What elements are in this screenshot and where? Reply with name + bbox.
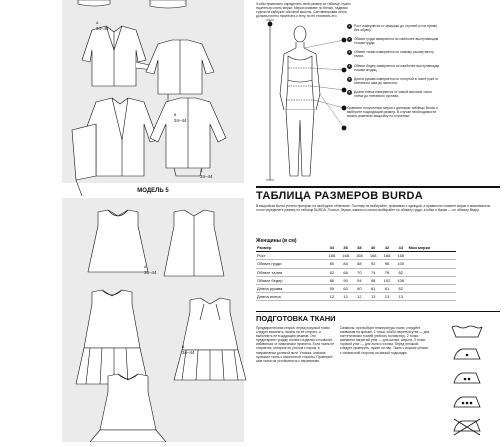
fabric-prep-title: ПОДГОТОВКА ТКАНИ bbox=[256, 314, 336, 323]
measure-item: 3 Обхват талии измеряется по самому узкому месту талии. bbox=[348, 50, 434, 59]
measure-item: 5 Длина рукава измеряется по согнутой в локте руке от плечевого шва до запястья. bbox=[348, 76, 439, 85]
section-rule bbox=[256, 186, 500, 188]
model5-title: МОДЕЛЬ 5 bbox=[137, 188, 169, 194]
size-table-subtitle: Женщины (в см) bbox=[256, 238, 297, 244]
wash-tub-icon bbox=[452, 326, 482, 337]
iron-two-dots-icon bbox=[454, 373, 480, 383]
label-4b: B 34–44 bbox=[174, 113, 187, 123]
fabric-text-col1: Предварительная стирка: перед покупкой ткани следует выяснить, можно ли ее стирать, и выполнить ее в щадящем режиме. Это предотвратит усадку готового изделия и позволит избавиться от химических пропиток. Если ткань не стирается, отпарьте ее утюгом с паром, в направлении долевой нити. Утюжка: сначала сутюжьте ткань с изнаночной стороны. Проверьте шов ткани на устойчивость к нагреванию. bbox=[256, 326, 335, 363]
measure-intro-text: Чтобы правильно определить свой размер по таблице, нужно тщательно снять мерки. Мерки снимают по белью, надевая туфли на каблуках обычной высоты. Сантиметровая лента должна плотно прилегать к телу, но не стягивать его. bbox=[256, 2, 351, 19]
section-rule bbox=[256, 311, 500, 312]
table-row: Обхват талии 62 66 70 74 78 82 bbox=[256, 268, 456, 276]
iron-three-dots-icon bbox=[454, 397, 480, 407]
size-intro-text: В выкройках Burda учтены припуски на свободное облегание. Поэтому не выбирайте, сравнивая с одеждой, а правильно снимите мерки и максимально точно определите размер по таблице BURDA. Платья, блузки, жакеты и пальто выбирайте по обхвату груди, а юбки и брюки — по обхвату бедер. bbox=[256, 204, 491, 213]
iron-one-dot-icon bbox=[454, 349, 480, 359]
label-5a: A 34–44 bbox=[144, 265, 157, 275]
table-row: Рост 168 168 168 168 168 168 bbox=[256, 252, 456, 260]
table-header-row: Размер 34 36 38 40 42 44 Мои мерки bbox=[256, 244, 456, 252]
table-row: Длина рукава 59 60 60 61 61 62 bbox=[256, 284, 456, 292]
measure-item: 4 Обхват бедер измеряется по наиболее выступающим точкам ягодиц. bbox=[348, 63, 440, 72]
table-row: Обхват бедер 86 90 94 98 102 106 bbox=[256, 276, 456, 284]
label-5b: B 34–44 bbox=[182, 345, 195, 355]
no-iron-icon bbox=[454, 419, 480, 435]
fabric-text-col2: Символы: при выборе температуры ткани, следуйте символам на ярлыке. 1 точка: слабо нагретый утюг — для синтетических тканей (нейлон, полиэстер). 2 точки: умеренно нагретый утюг — для шелка, шерсти. 3 точки: горячий утюг — для льна и хлопка. Перед утюжкой следует проверить, нужен ли пар. Ткань с ворсом утюжат с изнаночной стороны на мягкой подкладке. bbox=[340, 326, 430, 355]
table-row: Обхват груди 80 84 88 92 96 100 bbox=[256, 260, 456, 268]
measure-note: Сравните полученные мерки с данными таблицы Burda и выберите подходящий размер. В случае необходимости можно изменить выкройку по ступеням. bbox=[347, 106, 438, 119]
care-symbols bbox=[434, 323, 500, 442]
measure-instructions bbox=[347, 24, 439, 118]
measure-item: 1 Рост измеряется от макушки до ступней (стоя прямо, без обуви). bbox=[348, 24, 438, 33]
measure-item: 2 Обхват груди измеряется по наиболее выступающим точкам груди. bbox=[348, 37, 439, 46]
size-table-title: ТАБЛИЦА РАЗМЕРОВ BURDA bbox=[256, 190, 424, 202]
measure-item: 6 Длина плеча измеряется от самой высокой точки плеча до плечевого сустава. bbox=[348, 89, 432, 99]
label-4a: A 34–44 bbox=[96, 21, 109, 31]
label-4c: C 34–44 bbox=[200, 169, 213, 179]
care-symbol-icons bbox=[434, 323, 500, 442]
size-table bbox=[256, 244, 456, 301]
table-row: Длина плеча 12 12 12 13 13 13 bbox=[256, 293, 456, 301]
